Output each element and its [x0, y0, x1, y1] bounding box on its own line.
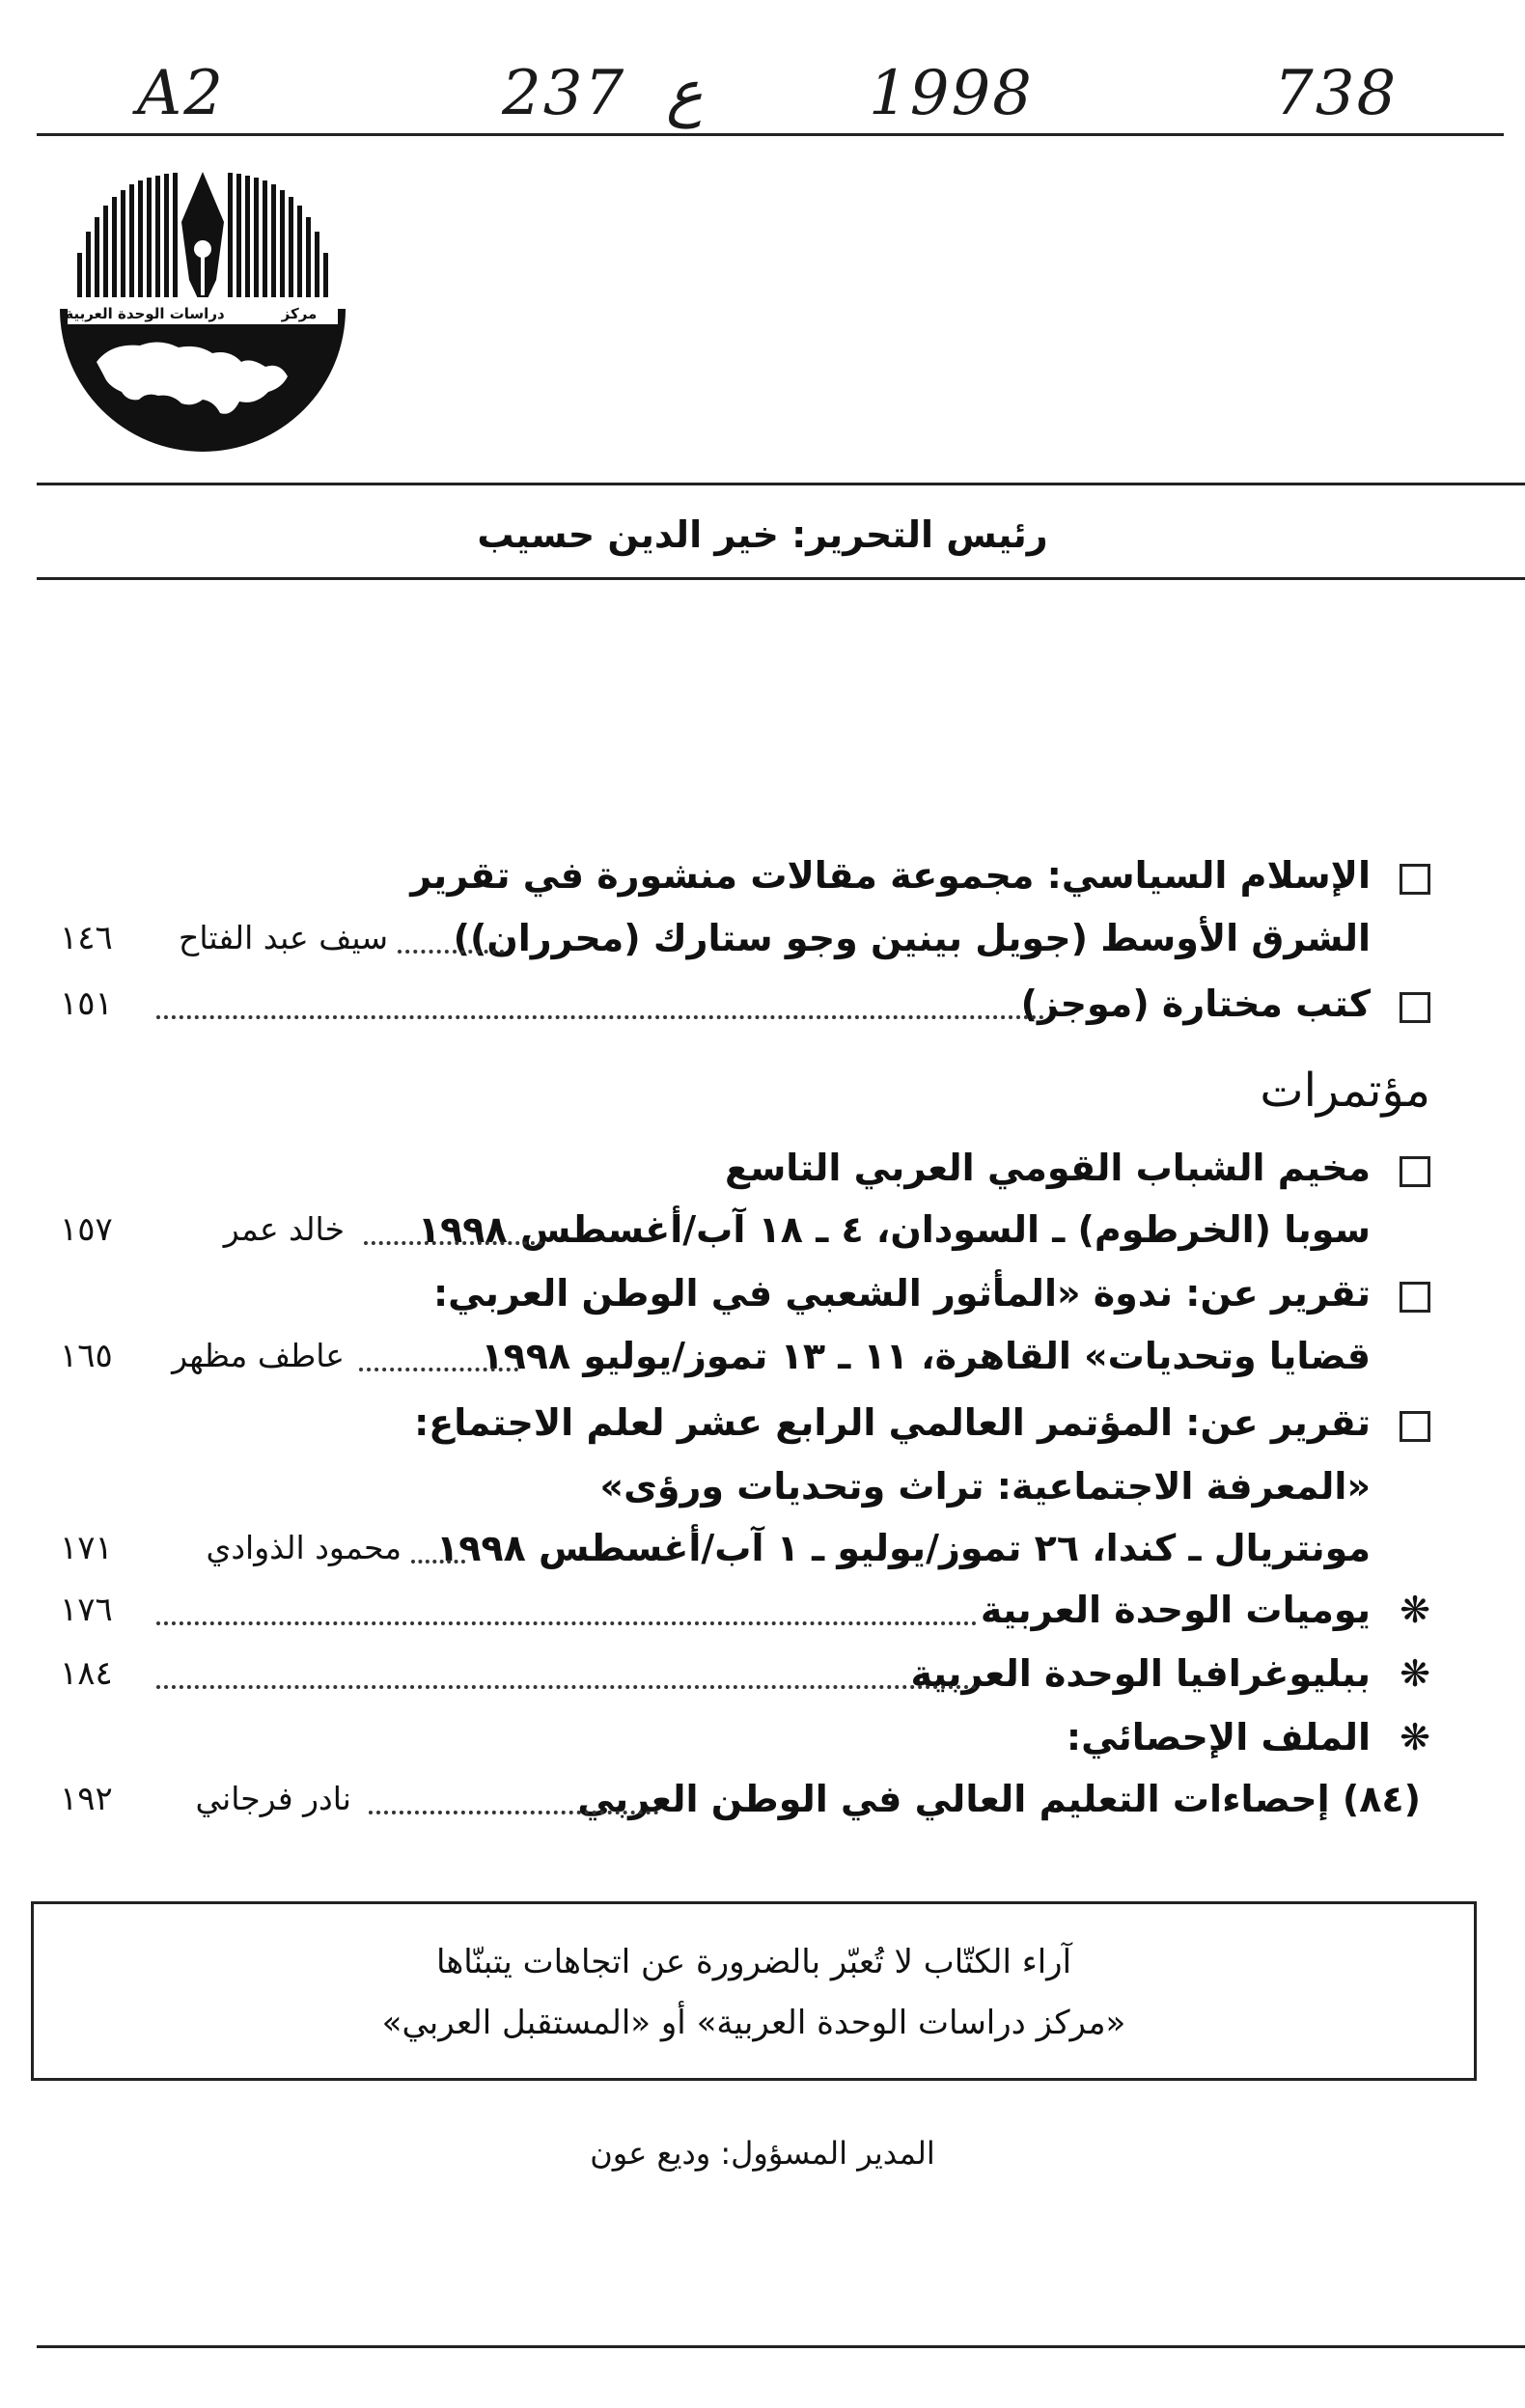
managing-director: المدير المسؤول: وديع عون [590, 2135, 935, 2172]
checkbox-icon [1400, 864, 1430, 895]
entry-author: محمود الذوادي [206, 1529, 402, 1566]
entry-page: ١٤٦ [60, 919, 113, 957]
checkbox-icon [1400, 1411, 1430, 1442]
logo-center: مركز [281, 305, 318, 322]
toc-entry-islam-line2 [60, 917, 1430, 975]
asterisk-icon: ❋ [1400, 1652, 1430, 1695]
toc-entry-sociology-line3 [60, 1527, 1430, 1585]
asterisk-icon: ❋ [1400, 1589, 1430, 1631]
toc-entry-youth-line2 [60, 1208, 1430, 1266]
disclaimer-line-1: آراء الكتّاب لا تُعبّر بالضرورة عن اتجاهات يتبنّاها [435, 1943, 1072, 1981]
toc-entry-stat-file [60, 1716, 1430, 1774]
dot-leader [398, 950, 504, 954]
entry-author: سيف عبد الفتاح [179, 919, 388, 956]
entry-title: ببليوغرافيا الوحدة العربية [910, 1652, 1371, 1695]
checkbox-icon [1400, 992, 1430, 1023]
entry-author: عاطف مظهر [172, 1337, 345, 1374]
handwritten-issue: 237 [502, 58, 626, 129]
entry-title: الملف الإحصائي: [1066, 1716, 1371, 1758]
dot-leader [364, 1241, 542, 1245]
dot-leader [156, 1621, 977, 1625]
handwritten-year: 1998 [869, 58, 1034, 129]
toc-entry-folklore-line2 [60, 1335, 1430, 1393]
toc-entry-books [60, 983, 1430, 1040]
checkbox-icon [1400, 1282, 1430, 1313]
entry-page: ١٥١ [60, 984, 113, 1023]
entry-page: ١٧١ [60, 1529, 113, 1567]
entry-title: مونتريال ـ كندا، ٢٦ تموز/يوليو ـ ١ آب/أغسطس ١٩٩٨ [436, 1527, 1371, 1569]
entry-page: ١٥٧ [60, 1210, 113, 1249]
logo-name: دراسات الوحدة العربية [65, 305, 225, 322]
toc-entry-sociology [60, 1401, 1430, 1459]
toc-entry-bibliography [60, 1652, 1430, 1710]
entry-page: ١٦٥ [60, 1337, 113, 1375]
asterisk-icon: ❋ [1400, 1716, 1430, 1758]
toc-entry-islam [60, 854, 1430, 912]
disclaimer-line-2: «مركز دراسات الوحدة العربية» أو «المستقبل العربي» [381, 2004, 1126, 2042]
dot-leader [156, 1015, 1044, 1019]
entry-page: ١٨٤ [60, 1654, 113, 1693]
entry-title: سوبا (الخرطوم) ـ السودان، ٤ ـ ١٨ آب/أغسطس ١٩٩٨ [417, 1208, 1371, 1251]
disclaimer-box [31, 1901, 1477, 2081]
section-heading-conferences: مؤتمرات [1260, 1064, 1430, 1118]
entry-author: نادر فرجاني [195, 1780, 351, 1817]
editor-in-chief: رئيس التحرير: خير الدين حسيب [477, 513, 1048, 556]
entry-title: يوميات الوحدة العربية [980, 1589, 1371, 1631]
dot-leader [411, 1560, 465, 1564]
toc-entry-higher-ed [60, 1778, 1430, 1836]
dot-leader [359, 1368, 518, 1371]
entry-title: مخيم الشباب القومي العربي التاسع [724, 1147, 1371, 1189]
handwritten-code: 738 [1274, 58, 1399, 129]
checkbox-icon [1400, 1156, 1430, 1187]
toc-entry-sociology-line2 [60, 1465, 1430, 1523]
entry-page: ١٩٢ [60, 1780, 113, 1818]
entry-title: تقرير عن: المؤتمر العالمي الرابع عشر لعلم الاجتماع: [414, 1401, 1371, 1444]
handwritten-ref: A2 [137, 58, 225, 129]
entry-author: خالد عمر [223, 1210, 345, 1248]
footer-rule [37, 2345, 1525, 2348]
dot-leader [156, 1685, 977, 1689]
toc-entry-youth [60, 1147, 1430, 1204]
dot-leader [369, 1811, 658, 1814]
entry-title: كتب مختارة (موجز) [1020, 983, 1371, 1025]
entry-title: «المعرفة الاجتماعية: تراث وتحديات ورؤى» [599, 1465, 1371, 1508]
entry-title: تقرير عن: ندوة «المأثور الشعبي في الوطن العربي: [432, 1272, 1371, 1315]
entry-title: قضايا وتحديات» القاهرة، ١١ ـ ١٣ تموز/يوليو ١٩٩٨ [481, 1335, 1371, 1377]
toc-entry-folklore [60, 1272, 1430, 1330]
entry-page: ١٧٦ [60, 1591, 113, 1629]
entry-title: الشرق الأوسط (جويل بينين وجو ستارك (محرران)) [453, 917, 1371, 959]
handwritten-ain: ع [666, 58, 704, 129]
entry-title: الإسلام السياسي: مجموعة مقالات منشورة في تقرير [410, 854, 1371, 897]
toc-entry-diary [60, 1589, 1430, 1647]
entry-title: (٨٤) إحصاءات التعليم العالي في الوطن العربي [577, 1778, 1421, 1820]
